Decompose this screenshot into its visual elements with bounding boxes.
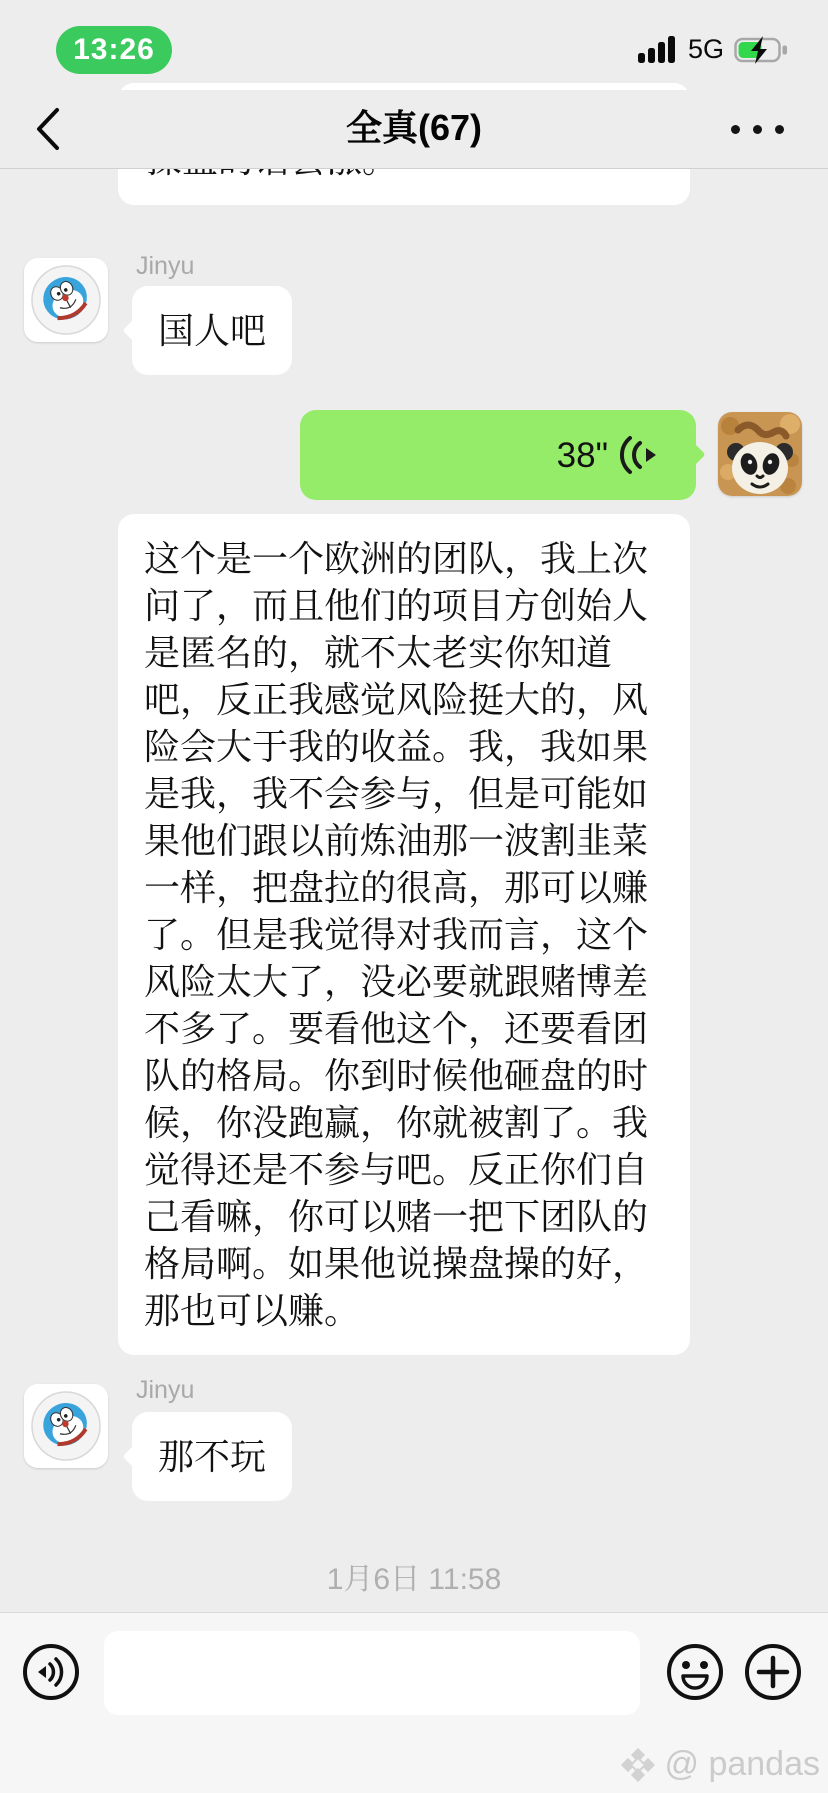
bubble-tail: [122, 1444, 146, 1468]
nav-bar: [0, 90, 828, 169]
transcript-message-bubble[interactable]: [118, 514, 690, 1355]
network-type-label: 5G: [687, 34, 724, 64]
bubble-tail: [122, 318, 146, 342]
doraemon-avatar[interactable]: [24, 1384, 108, 1468]
watermark-text: @ pandas: [664, 1745, 820, 1783]
doraemon-avatar-image: [24, 258, 108, 342]
message-input[interactable]: [104, 1631, 640, 1715]
sender-name: Jinyu: [136, 252, 195, 280]
input-bar: [0, 1612, 828, 1793]
voice-waves-icon: [616, 432, 662, 478]
plus-icon: [744, 1643, 802, 1701]
status-icons: [638, 34, 790, 65]
status-bar: [0, 0, 828, 90]
ellipsis-icon: [731, 125, 784, 134]
message-text: 那不玩: [158, 1436, 267, 1477]
sender-name: Jinyu: [136, 1376, 195, 1404]
bubble-tail: [681, 442, 705, 466]
message-bubble-incoming[interactable]: [132, 286, 292, 375]
message-text: 国人吧: [158, 310, 267, 351]
doraemon-avatar-image: [24, 1384, 108, 1468]
doraemon-avatar[interactable]: [24, 258, 108, 342]
diamond-logo-icon: [620, 1747, 656, 1783]
chat-area: [0, 168, 828, 1612]
cellular-signal-icon: [638, 36, 678, 63]
panda-avatar-image: [718, 412, 802, 496]
emoji-button[interactable]: [666, 1643, 724, 1701]
message-bubble-incoming[interactable]: [132, 1412, 292, 1501]
emoji-icon: [666, 1643, 724, 1701]
status-time: 13:26: [73, 33, 155, 66]
voice-input-icon: [22, 1643, 80, 1701]
voice-duration: 38": [556, 435, 608, 475]
watermark: [620, 1745, 820, 1784]
voice-message-bubble[interactable]: [300, 410, 696, 500]
chat-title: 全真(67): [345, 106, 483, 148]
date-divider: 1月6日 11:58: [326, 1563, 502, 1596]
more-button[interactable]: [714, 98, 800, 160]
battery-charging-icon: [734, 35, 790, 65]
plus-button[interactable]: [744, 1643, 802, 1701]
voice-input-button[interactable]: [22, 1643, 80, 1701]
transcript-text: 这个是一个欧洲的团队，我上次问了，而且他们的项目方创始人是匿名的，就不太老实你知道吧，反正我感觉风险挺大的，风险会大于我的收益。我，我如果是我，我不会参与，但是可能如果他们跟以前炼油那一波割韭菜一样，把盘拉的很高，那可以赚了。但是我觉得对我而言，这个风险太大了，没必要就跟赌博差不多了。要看他这个，还要看团队的格局。你到时候他砸盘的时候，你没跑赢，你就被割了。我觉得还是不参与吧。反正你们自己看嘛，你可以赌一把下团队的格局啊。如果他说操盘操的好，那也可以赚。: [144, 538, 649, 1331]
active-call-time-pill[interactable]: [56, 26, 172, 74]
panda-avatar[interactable]: [718, 412, 802, 496]
